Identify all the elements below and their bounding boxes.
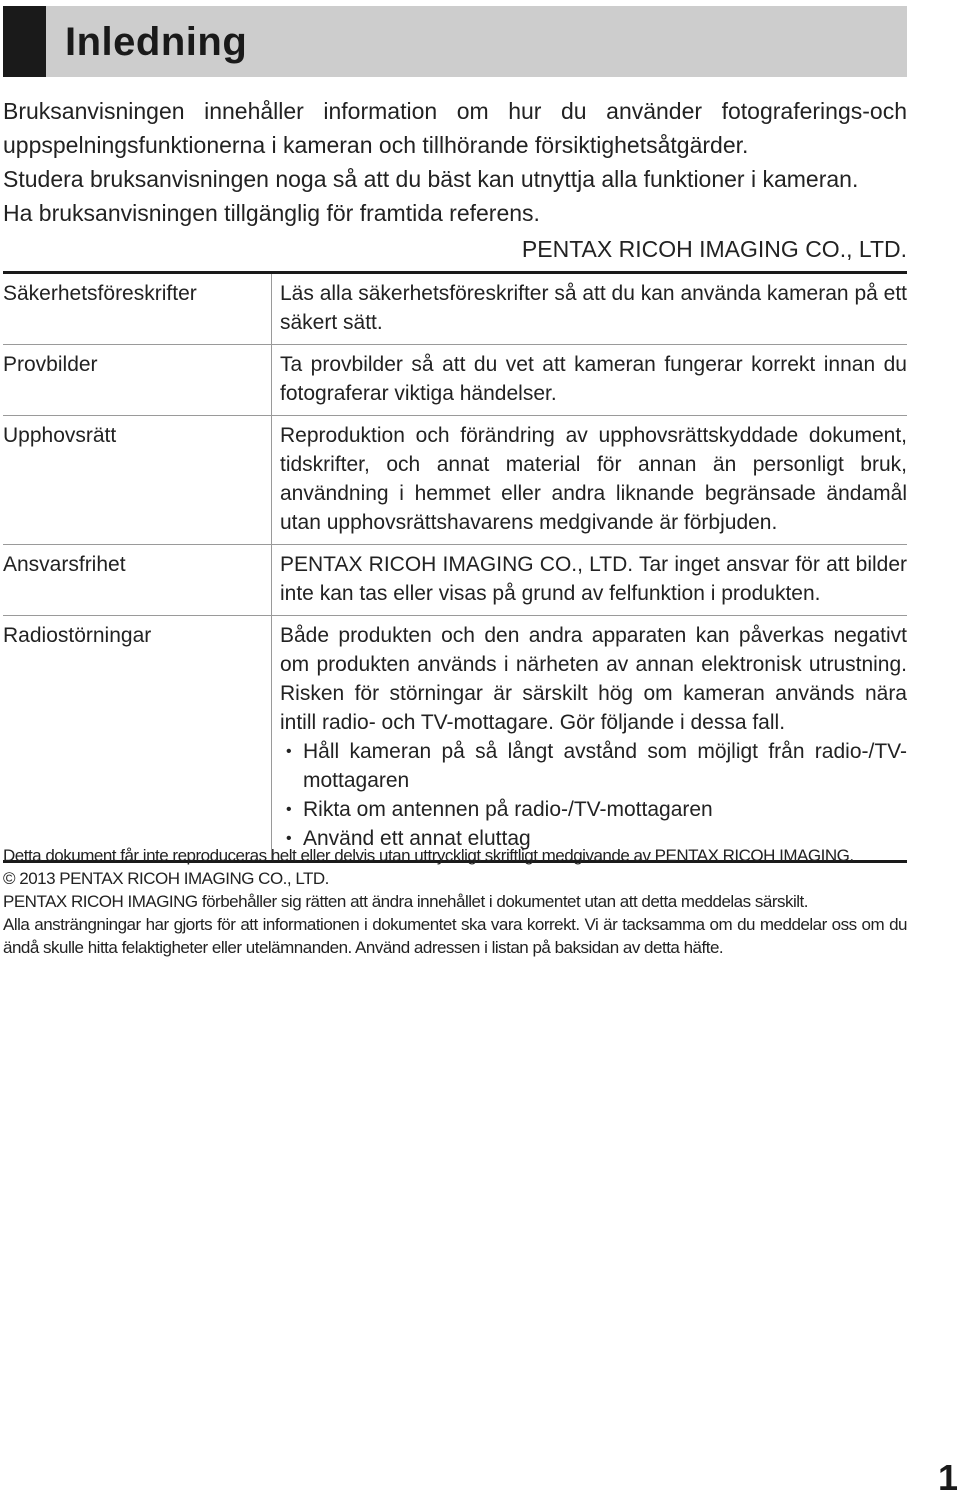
bullet-item: • Rikta om antennen på radio-/TV-mottagaren <box>280 795 907 824</box>
row-term: Ansvarsfrihet <box>3 545 272 616</box>
row-description: PENTAX RICOH IMAGING CO., LTD. Tar inget ansvar för att bilder inte kan tas eller visas på grund av felfunktion i produkten. <box>272 545 908 616</box>
table-row <box>3 416 907 545</box>
page-number: 1 <box>937 1457 958 1498</box>
page-title: Inledning <box>65 20 248 64</box>
section-header <box>3 6 907 77</box>
intro-text <box>3 94 907 230</box>
footer-line: Alla ansträngningar har gjorts för att informationen i dokumentet ska vara korrekt. Vi är tacksamma om du meddelar oss om du ändå skulle hitta felaktigheter eller utelämnanden. Använd adressen i listan på baksidan av detta häfte. <box>3 915 907 957</box>
intro-paragraph: Bruksanvisningen innehåller information om hur du använder fotograferings-och uppspelningsfunktionerna i kameran och tillhörande försiktighetsåtgärder. <box>3 98 907 158</box>
bullet-list <box>280 737 907 853</box>
intro-paragraph: Studera bruksanvisningen noga så att du bäst kan utnyttja alla funktioner i kameran. <box>3 166 859 192</box>
table-row <box>3 345 907 416</box>
row-term: Provbilder <box>3 345 272 416</box>
row-term: Säkerhetsföreskrifter <box>3 282 197 305</box>
table-row <box>3 545 907 616</box>
row-description-text: Både produkten och den andra apparaten kan påverkas negativt om produkten används i närheten av annan elektronisk utrustning. Risken för störningar är särskilt hög om kameran används nära intill radio- och TV-mottagare. Gör följande i dessa fall. <box>280 624 907 734</box>
header-accent-bar <box>3 6 46 77</box>
info-table <box>3 271 907 863</box>
row-term: Upphovsrätt <box>3 416 272 545</box>
intro-paragraph: Ha bruksanvisningen tillgänglig för framtida referens. <box>3 200 540 226</box>
row-description: Läs alla säkerhetsföreskrifter så att du kan använda kameran på ett säkert sätt. <box>272 273 908 345</box>
row-description <box>272 616 908 862</box>
row-description: Ta provbilder så att du vet att kameran fungerar korrekt innan du fotograferar viktiga händelser. <box>272 345 908 416</box>
row-description: Reproduktion och förändring av upphovsrättskyddade dokument, tidskrifter, och annat material för annan än personligt bruk, användning i hemmet eller andra liknande begränsade ändamål utan upphovsrättshavarens medgivande är förbjuden. <box>272 416 908 545</box>
row-term: Radiostörningar <box>3 616 272 862</box>
footer-line: PENTAX RICOH IMAGING förbehåller sig rätten att ändra innehållet i dokumentet utan att detta meddelas särskilt. <box>3 892 808 911</box>
legal-footer <box>3 844 907 959</box>
footer-line: Detta dokument får inte reproduceras helt eller delvis utan uttryckligt skriftligt medgivande av PENTAX RICOH IMAGING. <box>3 846 854 865</box>
table-row <box>3 616 907 862</box>
table-row <box>3 273 907 345</box>
footer-line: © 2013 PENTAX RICOH IMAGING CO., LTD. <box>3 869 329 888</box>
bullet-item: • Håll kameran på så långt avstånd som möjligt från radio-/TV-mottagaren <box>280 737 907 795</box>
company-signature: PENTAX RICOH IMAGING CO., LTD. <box>521 236 907 262</box>
bullet-item: • Använd ett annat eluttag <box>280 824 907 853</box>
